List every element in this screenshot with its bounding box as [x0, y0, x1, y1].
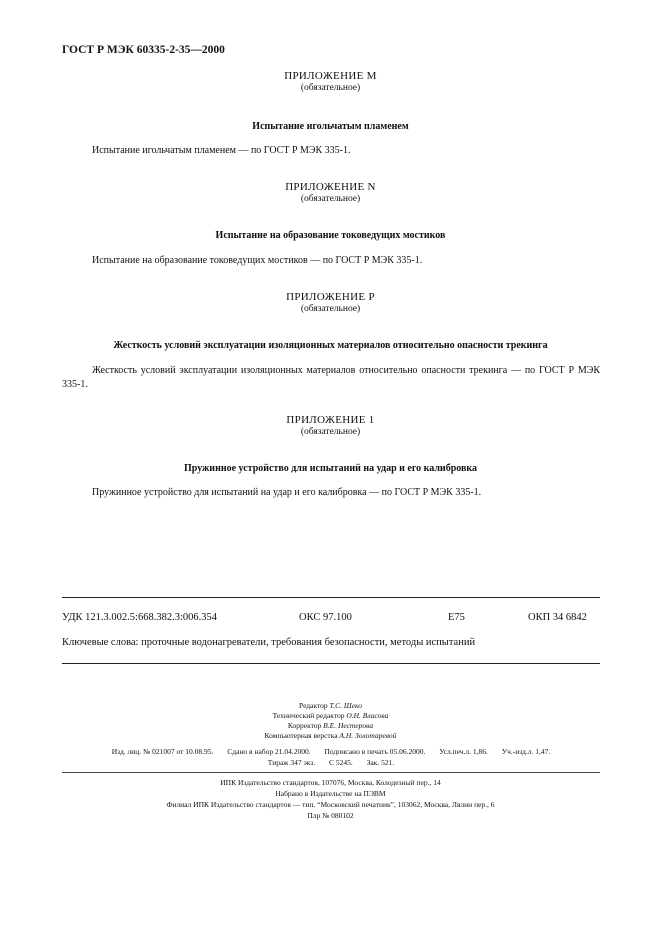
- print-sheets: Усл.печ.л. 1,86.: [439, 747, 488, 756]
- pub-sheets: Уч.-изд.л. 1,47.: [501, 747, 551, 756]
- keywords: Ключевые слова: проточные водонагреватели, требования безопасности, методы испытаний: [62, 637, 476, 648]
- appendix-p-title: ПРИЛОЖЕНИЕ Р: [286, 291, 375, 303]
- appendix-m-subtitle: (обязательное): [300, 83, 361, 93]
- appendix-p-subtitle: (обязательное): [300, 304, 361, 314]
- order-number: Зак. 521.: [366, 758, 395, 767]
- appendix-n-text: Испытание на образование токоведущих мостиков — по ГОСТ Р МЭК 335-1.: [92, 255, 423, 266]
- appendix-p-section-title: Жесткость условий эксплуатации изоляционных материалов относительно опасности трекинга: [113, 340, 548, 351]
- appendix-1-title: ПРИЛОЖЕНИЕ 1: [286, 414, 375, 426]
- udk-code: УДК 121.3.002.5:668.382.3:006.354: [62, 612, 217, 623]
- publication-rule: [62, 772, 600, 773]
- printer-line-4: Плр № 080102: [307, 811, 354, 820]
- top-rule: [62, 597, 600, 598]
- credit-tech-editor: [0, 711, 661, 721]
- credit-name: О.Н. Власова: [346, 711, 389, 720]
- credit-role: Компьютерная верстка: [264, 731, 338, 740]
- credit-role: Корректор: [287, 721, 322, 730]
- e-code: Е75: [448, 612, 465, 623]
- appendix-n-section-title: Испытание на образование токоведущих мостиков: [215, 230, 446, 241]
- credit-name: Т.С. Шеко: [329, 701, 362, 710]
- oks-code: ОКС 97.100: [299, 612, 352, 623]
- document-code: ГОСТ Р МЭК 60335-2-35—2000: [62, 44, 225, 56]
- appendix-n-title: ПРИЛОЖЕНИЕ N: [285, 181, 376, 193]
- appendix-m-title: ПРИЛОЖЕНИЕ М: [284, 70, 377, 82]
- credit-name: В.Е. Нестерова: [323, 721, 374, 730]
- license: Изд. лиц. № 021007 от 10.08.95.: [111, 747, 214, 756]
- appendix-1-section-title: Пружинное устройство для испытаний на удар и его калибровка: [183, 463, 478, 474]
- appendix-1-subtitle: (обязательное): [300, 427, 361, 437]
- credit-layout: [0, 731, 661, 741]
- credit-corrector: [0, 721, 661, 731]
- appendix-m-text: Испытание игольчатым пламенем — по ГОСТ Р МЭК 335-1.: [92, 145, 351, 156]
- printer-line-3: Филиал ИПК Издательство стандартов — тип. “Московский печатник”, 103062, Москва, Лялин пер., 6: [166, 800, 495, 809]
- printer-line-1: ИПК Издательство стандартов, 107076, Москва, Колодезный пер., 14: [220, 778, 441, 787]
- submitted-date: Сдано в набор 21.04.2000.: [227, 747, 311, 756]
- credit-role: Технический редактор: [272, 711, 345, 720]
- printer-line-2: Набрано в Издательстве на ПЭВМ: [275, 789, 386, 798]
- c-number: С 5245.: [328, 758, 353, 767]
- credit-role: Редактор: [299, 701, 328, 710]
- bottom-rule: [62, 663, 600, 664]
- okp-code: ОКП 34 6842: [528, 612, 587, 623]
- appendix-n-subtitle: (обязательное): [300, 194, 361, 204]
- appendix-m-section-title: Испытание игольчатым пламенем: [252, 121, 409, 132]
- appendix-p-text: Жесткость условий эксплуатации изоляционных материалов относительно опасности трекинга — по ГОСТ Р МЭК 335-1.: [62, 365, 600, 390]
- credit-name: А.Н. Золотаревой: [339, 731, 397, 740]
- signed-date: Подписано в печать 05.06.2000.: [324, 747, 426, 756]
- circulation: Тираж 347 экз.: [267, 758, 316, 767]
- credit-editor: [0, 701, 661, 711]
- appendix-1-text: Пружинное устройство для испытаний на удар и его калибровка — по ГОСТ Р МЭК 335-1.: [92, 487, 482, 498]
- publication-info: [62, 746, 600, 768]
